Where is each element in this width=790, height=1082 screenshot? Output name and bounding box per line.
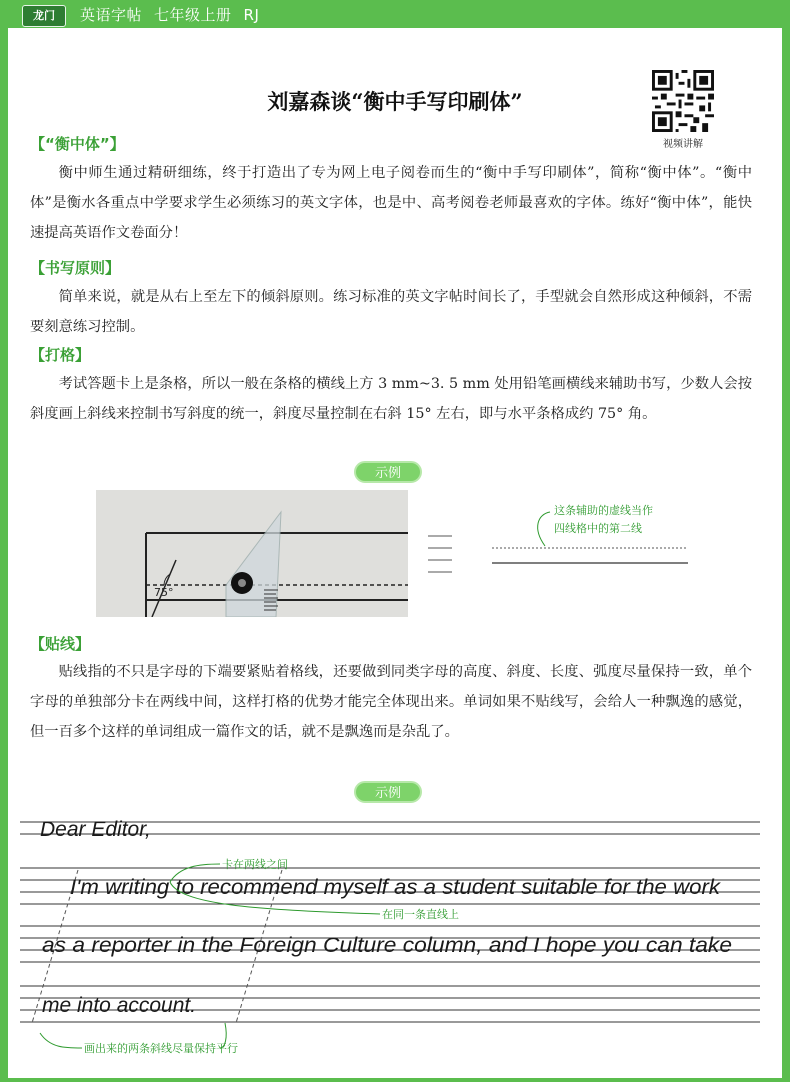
page-header — [0, 0, 790, 28]
section-heading-stick-to-line: 【贴线】 — [30, 635, 91, 653]
section-body-stick-to-line: 贴线指的不只是字母的下端要紧贴着格线，还要做到同类字母的高度、斜度、长度、弧度尽量保持一致，单个字母的单独部分卡在两线中间，这样打格的优势才能完全体现出来。单词如果不贴线写，会给人一种飘逸的感觉，但一百多个这样的单词组成一篇作文的话，就不是飘逸而是杂乱了。 — [30, 664, 752, 740]
guide-note-2: 四线格中的第二线 — [554, 522, 642, 535]
note-parallel: 画出来的两条斜线尽量保持平行 — [84, 1042, 238, 1055]
section-body-grid: 考试答题卡上是条格，所以一般在条格的横线上方 3 mm~3. 5 mm 处用铅笔画横线来辅助书写，少数人会按斜度画上斜线来控制书写斜度的统一，斜度尽量控制在右斜 15° 左右，即与水平条格成约 75° 角。 — [30, 376, 752, 422]
section-body-writing-principle: 简单来说，就是从右上至左下的倾斜原则。练习标准的英文字帖时间长了，手型就会自然形成这种倾斜，不需要刻意练习控制。 — [30, 289, 752, 335]
guide-line-diagram — [420, 498, 750, 598]
guide-note-1: 这条辅助的虚线当作 — [554, 504, 653, 517]
section-body-hengzhongti: 衡中师生通过精研细练，终于打造出了专为网上电子阅卷而生的“衡中手写印刷体”，简称“衡中体”。“衡中体”是衡水各重点中学要求学生必须练习的英文字体，也是中、高考阅卷老师最喜欢的字体。练好“衡中体”，能快速提高英语作文卷面分！ — [30, 165, 752, 241]
header-edition: RJ — [243, 6, 260, 24]
handwriting-example — [20, 808, 760, 1078]
header-text — [80, 4, 271, 25]
hw-line-3: as a reporter in the Foreign Culture column, and I hope you can take — [42, 934, 732, 957]
publisher-logo: 龙门 — [22, 5, 66, 27]
note-between-lines: 卡在两线之间 — [222, 858, 288, 871]
example-badge-2: 示例 — [354, 781, 422, 803]
header-grade: 七年级上册 — [154, 6, 232, 24]
page-title: 刘嘉森谈“衡中手写印刷体” — [267, 89, 523, 114]
section-heading-grid: 【打格】 — [30, 346, 91, 364]
qr-code-icon[interactable] — [652, 70, 714, 132]
note-same-line: 在同一条直线上 — [382, 908, 459, 921]
hw-line-4: me into account. — [42, 994, 197, 1017]
header-book-title: 英语字帖 — [80, 6, 143, 24]
angle-label: 75° — [154, 586, 174, 599]
qr-label: 视频讲解 — [663, 139, 703, 150]
ruler-grid-photo — [96, 490, 408, 617]
example-badge-1: 示例 — [354, 461, 422, 483]
hw-line-1: Dear Editor, — [40, 818, 151, 841]
hw-line-2: I'm writing to recommend myself as a student suitable for the work — [70, 876, 722, 899]
section-heading-writing-principle: 【书写原则】 — [30, 259, 121, 277]
section-heading-hengzhongti: 【“衡中体”】 — [30, 135, 125, 153]
